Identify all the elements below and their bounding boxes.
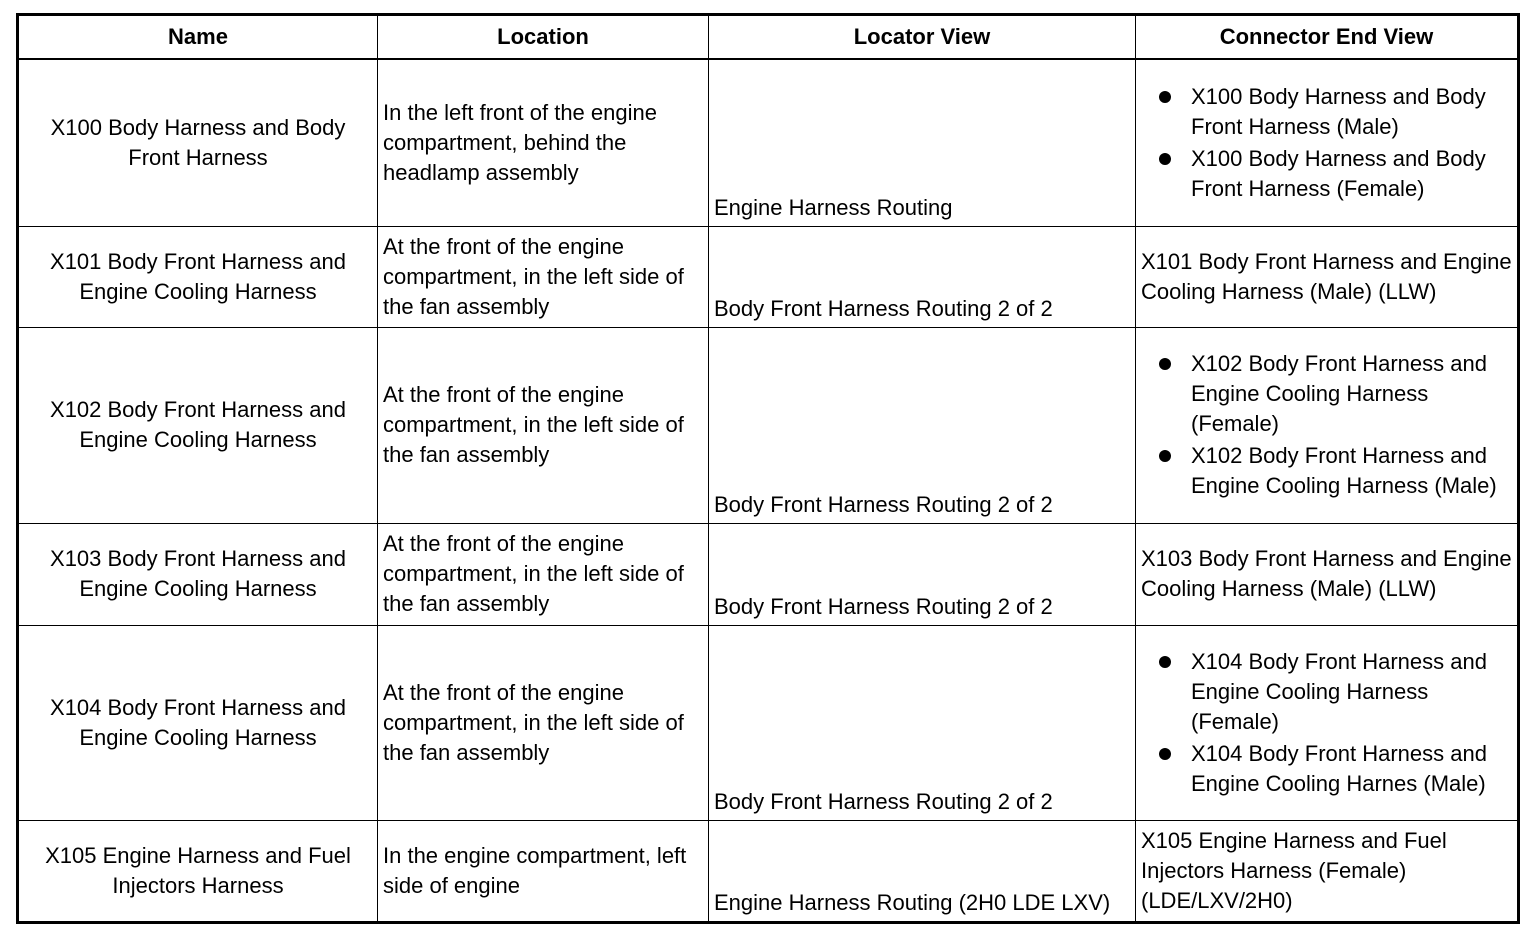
connector-end-view-cell: [1136, 820, 1519, 922]
list-item: [1141, 739, 1512, 799]
list-item: [1141, 441, 1512, 501]
list-item: [1141, 349, 1512, 439]
list-item: [1141, 144, 1512, 204]
connector-end-view-link[interactable]: X102 Body Front Harness and Engine Cooling Harness (Female): [1191, 351, 1487, 436]
table-row: [18, 226, 1519, 327]
locator-view-link[interactable]: Body Front Harness Routing 2 of 2: [714, 491, 1053, 517]
connector-name: X101 Body Front Harness and Engine Cooling Harness: [18, 226, 378, 327]
bullet-icon: [1159, 656, 1171, 668]
connector-end-view-link[interactable]: X104 Body Front Harness and Engine Cooling Harness (Female): [1191, 648, 1487, 734]
connector-location: At the front of the engine compartment, in the left side of the fan assembly: [378, 523, 709, 625]
locator-view-link[interactable]: Body Front Harness Routing 2 of 2: [714, 295, 1053, 321]
list-item: [1141, 647, 1512, 737]
connector-end-view-cell: [1136, 59, 1519, 226]
connector-end-view-cell: [1136, 625, 1519, 820]
locator-view-cell: [709, 327, 1136, 523]
connector-location: At the front of the engine compartment, in the left side of the fan assembly: [378, 327, 709, 523]
locator-view-link[interactable]: Engine Harness Routing: [714, 194, 953, 220]
bullet-icon: [1159, 450, 1171, 462]
table-row: [18, 327, 1519, 523]
connector-end-view-link[interactable]: X102 Body Front Harness and Engine Cooling Harness (Male): [1191, 443, 1497, 498]
table-row: [18, 820, 1519, 922]
connector-end-view-link[interactable]: X100 Body Harness and Body Front Harness (Male): [1191, 83, 1486, 139]
table-row: [18, 59, 1519, 226]
connector-name: X100 Body Harness and Body Front Harness: [18, 59, 378, 226]
connector-end-view-cell: [1136, 523, 1519, 625]
connector-location: At the front of the engine compartment, in the left side of the fan assembly: [378, 226, 709, 327]
connector-end-view-link[interactable]: X104 Body Front Harness and Engine Cooling Harnes (Male): [1191, 740, 1487, 796]
locator-view-link[interactable]: Body Front Harness Routing 2 of 2: [714, 788, 1053, 814]
connector-end-view-cell: [1136, 327, 1519, 523]
header-locator-view: Locator View: [709, 15, 1136, 60]
connector-name: X104 Body Front Harness and Engine Cooling Harness: [18, 625, 378, 820]
locator-view-link[interactable]: Body Front Harness Routing 2 of 2: [714, 593, 1053, 619]
connector-table: [16, 13, 1520, 924]
locator-view-link[interactable]: Engine Harness Routing (2H0 LDE LXV): [714, 889, 1111, 915]
connector-end-view-list: [1141, 349, 1512, 501]
connector-location: In the engine compartment, left side of engine: [378, 820, 709, 922]
bullet-icon: [1159, 153, 1171, 165]
locator-view-cell: [709, 523, 1136, 625]
bullet-icon: [1159, 91, 1171, 103]
connector-location: At the front of the engine compartment, in the left side of the fan assembly: [378, 625, 709, 820]
header-location: Location: [378, 15, 709, 60]
bullet-icon: [1159, 358, 1171, 370]
header-name: Name: [18, 15, 378, 60]
locator-view-cell: [709, 226, 1136, 327]
table-row: [18, 523, 1519, 625]
connector-end-view-link[interactable]: X100 Body Harness and Body Front Harness (Female): [1191, 145, 1486, 201]
table-row: [18, 625, 1519, 820]
connector-end-view-link[interactable]: X101 Body Front Harness and Engine Cooling Harness (Male) (LLW): [1141, 248, 1512, 304]
connector-name: X105 Engine Harness and Fuel Injectors Harness: [18, 820, 378, 922]
header-row: [18, 15, 1519, 60]
locator-view-cell: [709, 820, 1136, 922]
connector-name: X102 Body Front Harness and Engine Cooling Harness: [18, 327, 378, 523]
bullet-icon: [1159, 748, 1171, 760]
locator-view-cell: [709, 59, 1136, 226]
connector-location: In the left front of the engine compartment, behind the headlamp assembly: [378, 59, 709, 226]
connector-name: X103 Body Front Harness and Engine Cooling Harness: [18, 523, 378, 625]
connector-end-view-cell: [1136, 226, 1519, 327]
header-connector-end-view: Connector End View: [1136, 15, 1519, 60]
locator-view-cell: [709, 625, 1136, 820]
connector-end-view-list: [1141, 647, 1512, 799]
connector-end-view-link[interactable]: X105 Engine Harness and Fuel Injectors Harness (Female) (LDE/LXV/2H0): [1141, 827, 1447, 913]
connector-end-view-list: [1141, 82, 1512, 204]
list-item: [1141, 82, 1512, 142]
connector-end-view-link[interactable]: X103 Body Front Harness and Engine Cooling Harness (Male) (LLW): [1141, 546, 1512, 601]
